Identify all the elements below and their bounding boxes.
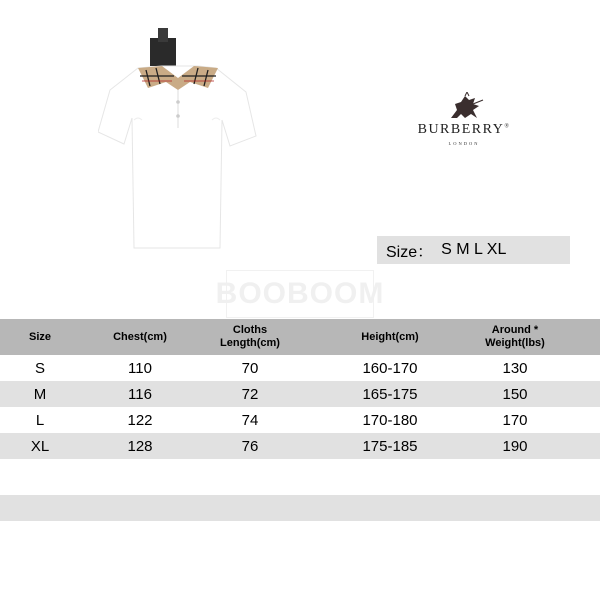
cell-weight: 150: [502, 385, 528, 403]
cell-size: S: [34, 359, 45, 377]
cell-chest: 128: [127, 437, 153, 455]
polo-shirt-icon: [98, 28, 258, 250]
brand-subtitle: LONDON: [448, 141, 480, 146]
header-weight: Around * Weight(lbs): [485, 324, 545, 349]
table-spacer-row: [0, 467, 600, 495]
table-header: [0, 319, 600, 355]
cell-length: 70: [241, 359, 259, 377]
cell-length: 76: [241, 437, 259, 455]
table-row: [0, 433, 600, 459]
size-label: Size：: [386, 243, 434, 261]
cell-chest: 110: [128, 359, 152, 377]
cell-weight: 190: [502, 437, 528, 455]
header-height: Height(cm): [361, 330, 419, 343]
cell-height: 175-185: [362, 437, 418, 455]
size-options: S M L XL: [441, 241, 507, 258]
cell-height: 165-175: [362, 385, 418, 403]
cell-weight: 170: [502, 411, 528, 429]
product-photo: [98, 28, 258, 250]
watermark: BOOBOOM: [226, 270, 374, 318]
cell-length: 72: [241, 385, 259, 403]
cell-chest: 116: [128, 385, 152, 403]
table-row: [0, 381, 600, 407]
table-row: [0, 355, 600, 381]
table-footer-band: [0, 495, 600, 521]
table-row: [0, 407, 600, 433]
size-table: [0, 319, 600, 459]
brand-name: BURBERRY®: [417, 122, 511, 137]
equestrian-knight-icon: [445, 92, 485, 122]
cell-size: XL: [30, 437, 50, 455]
cell-length: 74: [241, 411, 259, 429]
cell-height: 160-170: [362, 359, 418, 377]
cell-chest: 122: [127, 411, 153, 429]
header-chest: Chest(cm): [113, 330, 167, 343]
cell-size: L: [35, 411, 45, 429]
cell-height: 170-180: [362, 411, 418, 429]
cell-size: M: [33, 385, 47, 403]
header-size: Size: [28, 330, 51, 343]
header-length: Cloths Length(cm): [220, 324, 280, 349]
size-badge: [377, 236, 570, 264]
cell-weight: 130: [502, 359, 528, 377]
brand-logo: [398, 92, 530, 152]
